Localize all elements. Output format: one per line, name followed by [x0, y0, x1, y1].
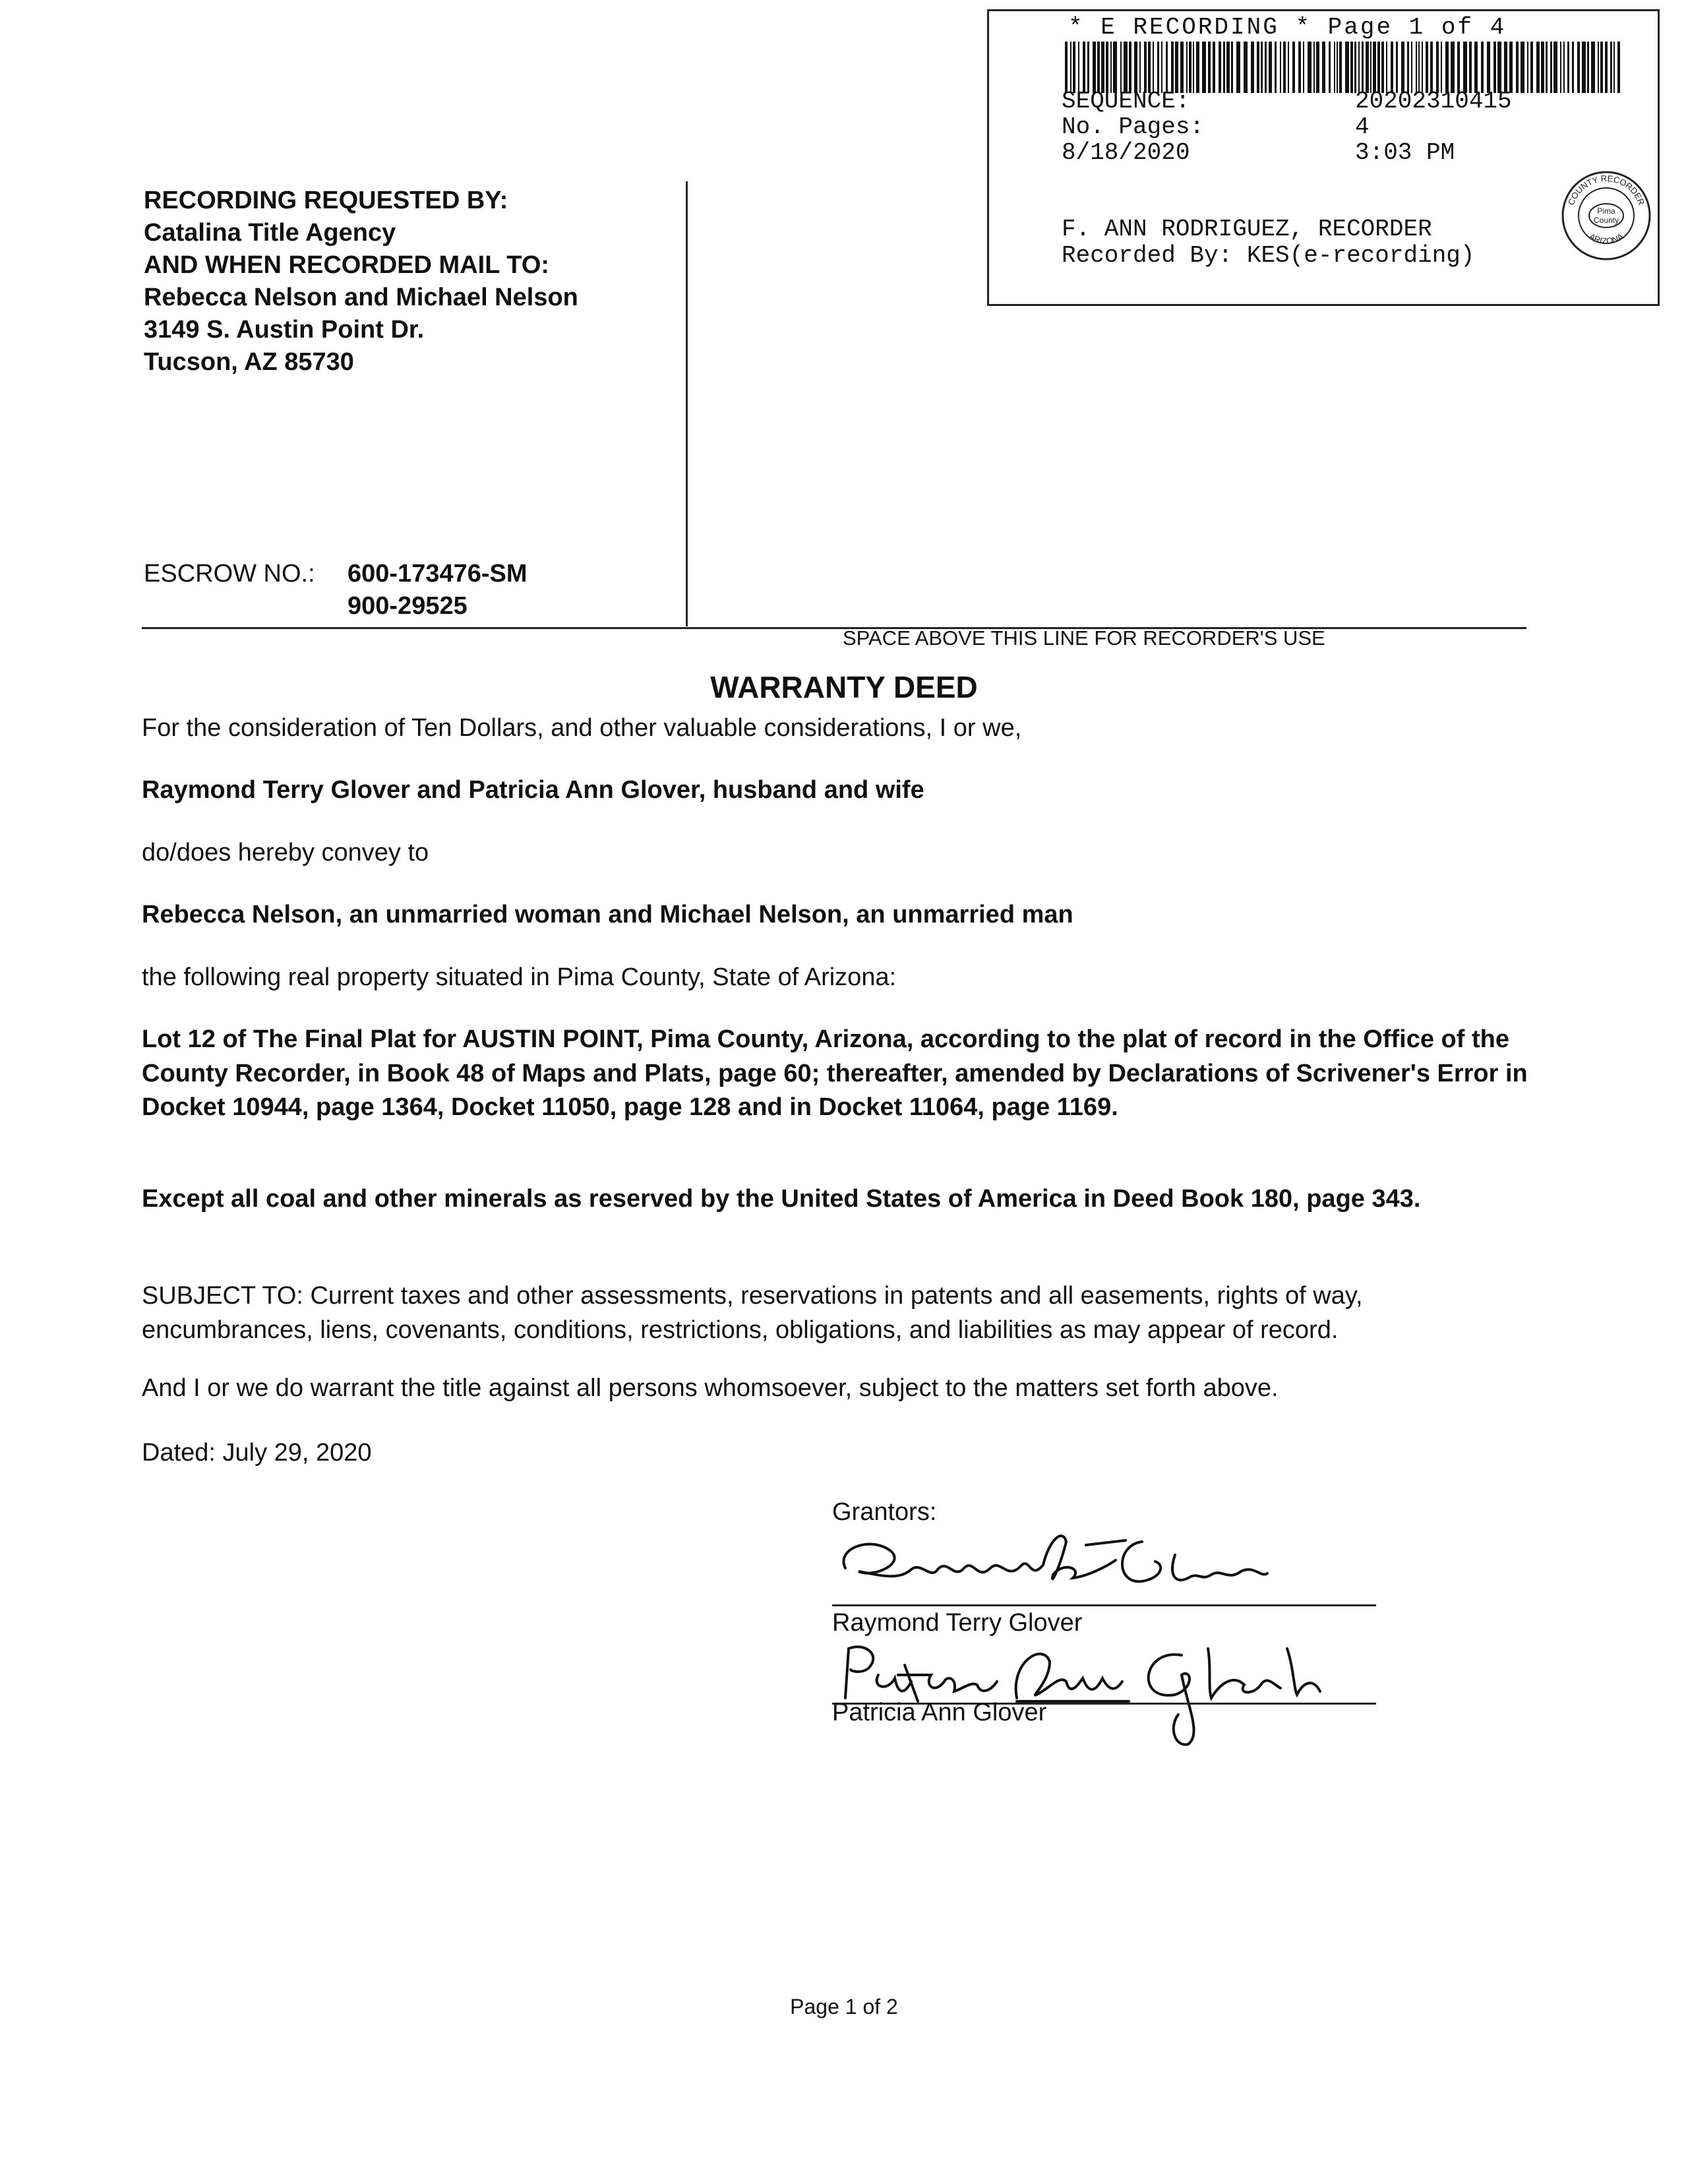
- barcode-bar: [1308, 42, 1311, 93]
- barcode-bar: [1422, 42, 1423, 93]
- barcode-bar: [1436, 42, 1439, 93]
- barcode-bar: [1451, 42, 1455, 93]
- signature-patricia: [832, 1635, 1333, 1747]
- barcode-bar: [1153, 42, 1154, 93]
- mail-to-heading: AND WHEN RECORDED MAIL TO:: [144, 251, 550, 279]
- barcode-bar: [1292, 42, 1295, 93]
- requester-name: Catalina Title Agency: [144, 219, 396, 247]
- barcode-bar: [1582, 42, 1586, 93]
- barcode-bar: [1493, 42, 1496, 93]
- barcode-bar: [1345, 42, 1349, 93]
- svg-text:ARIZONA: [1587, 231, 1625, 247]
- recording-date: 8/18/2020: [1062, 139, 1190, 166]
- barcode-bar: [1298, 42, 1301, 93]
- barcode-bar: [1546, 42, 1548, 93]
- barcode-bar: [1148, 42, 1151, 93]
- seal-center-2: County: [1593, 216, 1619, 225]
- barcode-bar: [1329, 42, 1331, 93]
- mail-to-city: Tucson, AZ 85730: [144, 348, 354, 376]
- barcode-bar: [1213, 42, 1215, 93]
- escrow-label: ESCROW NO.:: [144, 560, 315, 588]
- mail-to-street: 3149 S. Austin Point Dr.: [144, 316, 425, 344]
- barcode-bar: [1171, 42, 1174, 93]
- barcode-bar: [1129, 42, 1131, 93]
- svg-text:COUNTY RECORDER: [1566, 173, 1646, 206]
- barcode-bar: [1166, 42, 1168, 93]
- grantor-names: Raymond Terry Glover and Patricia Ann Glover, husband and wife: [142, 776, 924, 804]
- signature-line-1: [832, 1604, 1376, 1606]
- barcode-bar: [1303, 42, 1304, 93]
- document-title: WARRANTY DEED: [710, 670, 978, 704]
- barcode-bar: [1223, 42, 1225, 93]
- barcode-bar: [1527, 42, 1528, 93]
- barcode-bar: [1193, 42, 1194, 93]
- barcode-bar: [1441, 42, 1442, 93]
- warranty-text: And I or we do warrant the title against all persons whomsoever, subject to the matters set forth above.: [142, 1374, 1279, 1402]
- barcode-bar: [1366, 42, 1369, 93]
- barcode-bar: [1257, 42, 1259, 93]
- barcode-bar: [1339, 42, 1342, 93]
- barcode-bar: [1261, 42, 1263, 93]
- barcode-bar: [1521, 42, 1524, 93]
- pages-label: No. Pages:: [1062, 113, 1205, 140]
- barcode-bar: [1101, 42, 1104, 93]
- barcode-bar: [1469, 42, 1472, 93]
- barcode-bar: [1337, 42, 1338, 93]
- barcode-bar: [1541, 42, 1544, 93]
- barcode-bar: [1407, 42, 1409, 93]
- barcode-bar: [1196, 42, 1199, 93]
- barcode-bar: [1426, 42, 1428, 93]
- barcode-bar: [1457, 42, 1460, 93]
- grantors-label: Grantors:: [832, 1498, 937, 1526]
- recorder-space-note: SPACE ABOVE THIS LINE FOR RECORDER'S USE: [843, 626, 1325, 650]
- page-number: Page 1 of 2: [790, 1995, 898, 2018]
- barcode-bar: [1401, 42, 1404, 93]
- barcode-bar: [1280, 42, 1281, 93]
- seal-top-text: COUNTY RECORDER: [1565, 173, 1647, 207]
- convey-text: do/does hereby convey to: [142, 839, 429, 866]
- barcode-bar: [1600, 42, 1603, 93]
- barcode-bar: [1386, 42, 1387, 93]
- barcode-bar: [1350, 42, 1353, 93]
- barcode-bar: [1316, 42, 1319, 93]
- pages-value: 4: [1355, 113, 1370, 140]
- barcode-bar: [1463, 42, 1467, 93]
- barcode-bar: [1504, 42, 1507, 93]
- barcode-bar: [1097, 42, 1100, 93]
- barcode-bar: [1157, 42, 1159, 93]
- barcode-bar: [1416, 42, 1417, 93]
- barcode-bar: [1219, 42, 1221, 93]
- barcode-bar: [1481, 42, 1484, 93]
- sequence-label: SEQUENCE:: [1062, 88, 1190, 115]
- barcode-bar: [1381, 42, 1384, 93]
- seal-center-1: Pima: [1597, 206, 1615, 216]
- barcode-bar: [1120, 42, 1122, 93]
- barcode-bar: [1354, 42, 1356, 93]
- barcode-bar: [1078, 42, 1079, 93]
- recorder-name: F. ANN RODRIGUEZ, RECORDER: [1062, 216, 1432, 243]
- barcode-bar: [1093, 42, 1096, 93]
- barcode-bar: [1065, 42, 1068, 93]
- barcode-bar: [1175, 42, 1178, 93]
- recording-time: 3:03 PM: [1355, 139, 1455, 166]
- barcode-bar: [1070, 42, 1071, 93]
- barcode-bar: [1530, 42, 1533, 93]
- barcode-bar: [1362, 42, 1364, 93]
- barcode-bar: [1144, 42, 1147, 93]
- barcode-bar: [1613, 42, 1615, 93]
- barcode-bar: [1445, 42, 1449, 93]
- barcode-bar: [1189, 42, 1191, 93]
- stamp-header: * E RECORDING * Page 1 of 4: [1068, 14, 1507, 41]
- barcode-bar: [1283, 42, 1286, 93]
- barcode-bar: [1373, 42, 1376, 93]
- barcode-bar: [1161, 42, 1162, 93]
- barcode-bar: [1411, 42, 1412, 93]
- barcode-bar: [1572, 42, 1574, 93]
- grantee-names: Rebecca Nelson, an unmarried woman and Michael Nelson, an unmarried man: [142, 901, 1073, 928]
- barcode-bar: [1536, 42, 1540, 93]
- barcode-bar: [1577, 42, 1580, 93]
- requested-by-heading: RECORDING REQUESTED BY:: [144, 187, 508, 214]
- barcode-bar: [1591, 42, 1595, 93]
- barcode-bar: [1073, 42, 1075, 93]
- escrow-number-1: 600-173476-SM: [347, 560, 528, 588]
- barcode-bar: [1087, 42, 1089, 93]
- barcode-bar: [1226, 42, 1230, 93]
- barcode-bar: [1617, 42, 1620, 93]
- barcode-bar: [1430, 42, 1433, 93]
- signature-raymond: [832, 1529, 1333, 1606]
- barcode-bar: [1587, 42, 1589, 93]
- recording-stamp: [987, 9, 1660, 306]
- property-intro: the following real property situated in Pima County, State of Arizona:: [142, 963, 897, 991]
- barcode-bar: [1231, 42, 1233, 93]
- barcode-bar: [1610, 42, 1612, 93]
- signer-1-name: Raymond Terry Glover: [832, 1609, 1083, 1637]
- barcode-bar: [1563, 42, 1565, 93]
- barcode-bar: [1265, 42, 1267, 93]
- barcode-bar: [1186, 42, 1188, 93]
- barcode-bar: [1391, 42, 1393, 93]
- barcode-bar: [1474, 42, 1478, 93]
- barcode-bar: [1251, 42, 1254, 93]
- barcode-bar: [1124, 42, 1128, 93]
- barcode-bar: [1598, 42, 1599, 93]
- barcode-bar: [1313, 42, 1315, 93]
- barcode-bar: [1334, 42, 1335, 93]
- barcode-bar: [1396, 42, 1398, 93]
- dated-line: Dated: July 29, 2020: [142, 1439, 372, 1467]
- county-seal-icon: [1560, 169, 1652, 262]
- barcode-bar: [1113, 42, 1117, 93]
- barcode-bar: [1110, 42, 1112, 93]
- barcode-bar: [1139, 42, 1141, 93]
- barcode-bar: [1236, 42, 1240, 93]
- escrow-number-2: 900-29525: [347, 592, 467, 620]
- barcode-bar: [1418, 42, 1420, 93]
- barcode-bar: [1180, 42, 1184, 93]
- barcode-bar: [1553, 42, 1557, 93]
- barcode-bar: [1288, 42, 1289, 93]
- mineral-exception: Except all coal and other minerals as reserved by the United States of America in Deed Book 180, page 343.: [142, 1185, 1421, 1213]
- barcode: [1065, 42, 1622, 93]
- barcode-bar: [1509, 42, 1513, 93]
- barcode-bar: [1516, 42, 1519, 93]
- subject-to: SUBJECT TO: Current taxes and other assessments, reservations in patents and all easements, rights of way, encumbrances, liens, covenants, conditions, restrictions, obligations, and liabilities as may appear of record.: [142, 1282, 1363, 1344]
- consideration-text: For the consideration of Ten Dollars, and other valuable considerations, I or we,: [142, 714, 1022, 742]
- recorded-by: Recorded By: KES(e-recording): [1062, 242, 1475, 269]
- sequence-value: 20202310415: [1355, 88, 1512, 115]
- signer-2-name: Patricia Ann Glover: [832, 1699, 1047, 1726]
- barcode-bar: [1275, 42, 1277, 93]
- barcode-bar: [1244, 42, 1248, 93]
- barcode-bar: [1370, 42, 1372, 93]
- barcode-bar: [1567, 42, 1569, 93]
- barcode-bar: [1497, 42, 1501, 93]
- seal-bottom-text: ARIZONA: [1587, 231, 1625, 247]
- barcode-bar: [1202, 42, 1206, 93]
- barcode-bar: [1269, 42, 1272, 93]
- barcode-bar: [1083, 42, 1085, 93]
- barcode-bar: [1208, 42, 1211, 93]
- barcode-bar: [1550, 42, 1552, 93]
- barcode-bar: [1605, 42, 1608, 93]
- mail-to-name: Rebecca Nelson and Michael Nelson: [144, 284, 578, 311]
- legal-description: Lot 12 of The Final Plat for AUSTIN POINT, Pima County, Arizona, according to the plat of record in the Office of the County Recorder, in Book 48 of Maps and Plats, page 60; thereafter, amended by Declarations of Scrivener's Error in Docket 10944, page 1364, Docket 11050, page 128 and in Docket 11064, page 1169.: [142, 1025, 1528, 1122]
- barcode-bar: [1134, 42, 1137, 93]
- barcode-bar: [1560, 42, 1561, 93]
- barcode-bar: [1322, 42, 1325, 93]
- vertical-divider: [686, 181, 688, 626]
- barcode-bar: [1377, 42, 1380, 93]
- barcode-bar: [1106, 42, 1108, 93]
- barcode-bar: [1358, 42, 1360, 93]
- barcode-bar: [1487, 42, 1490, 93]
